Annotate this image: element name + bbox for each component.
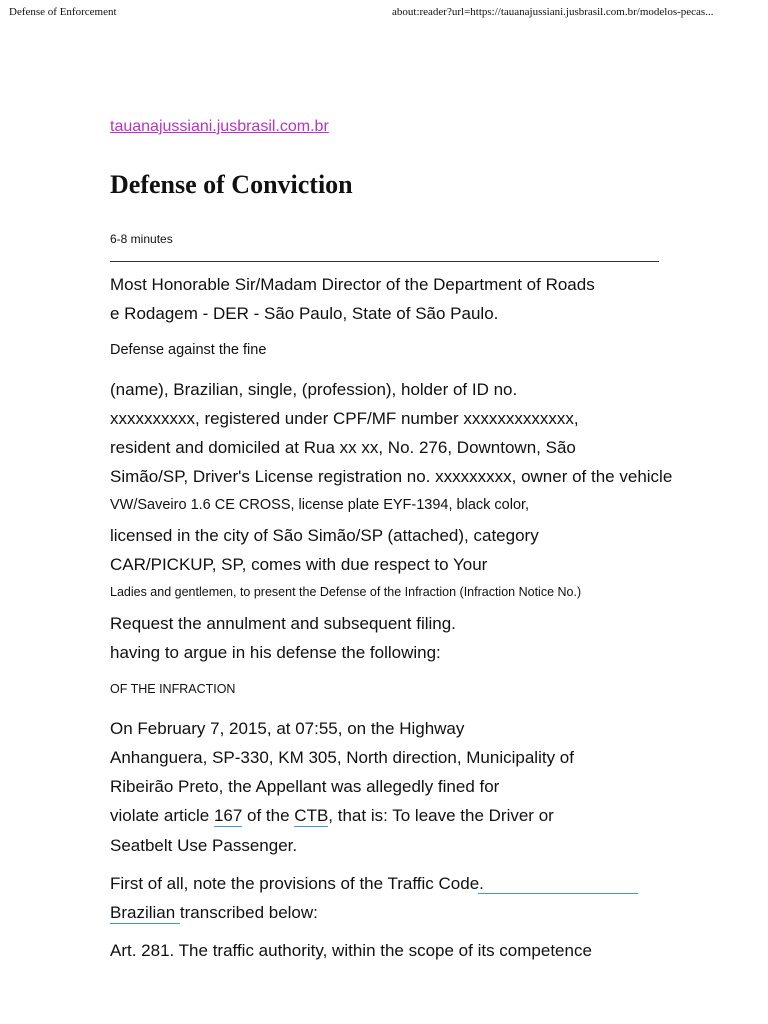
line-text: , that is: To leave the Driver or xyxy=(328,806,554,825)
paragraph-line: licensed in the city of São Simão/SP (attached), category xyxy=(110,526,539,545)
line-text: violate article xyxy=(110,806,214,825)
traffic-code-link-underline xyxy=(478,893,638,894)
ctb-link[interactable]: CTB xyxy=(294,806,329,825)
reading-time: 6-8 minutes xyxy=(110,232,173,246)
paragraph-line xyxy=(110,903,318,923)
paragraph-line: Request the annulment and subsequent filing. xyxy=(110,614,456,633)
brazilian-code-link[interactable]: Brazilian xyxy=(110,903,180,922)
paragraph-line: CAR/PICKUP, SP, comes with due respect to Your xyxy=(110,555,488,574)
paragraph-line: e Rodagem - DER - São Paulo, State of São Paulo. xyxy=(110,304,499,323)
paragraph-line: Simão/SP, Driver's License registration no. xxxxxxxxx, owner of the vehicle xyxy=(110,467,673,486)
article-167-link[interactable]: 167 xyxy=(213,806,243,825)
title-divider xyxy=(110,261,659,262)
paragraph-line: (name), Brazilian, single, (profession), holder of ID no. xyxy=(110,380,518,399)
paragraph-line: Art. 281. The traffic authority, within the scope of its competence xyxy=(110,941,592,960)
paragraph-line: Most Honorable Sir/Madam Director of the Department of Roads xyxy=(110,275,595,294)
line-text: First of all, note the provisions of the Traffic xyxy=(110,874,439,893)
paragraph-line: xxxxxxxxxx, registered under CPF/MF number xxxxxxxxxxxxx, xyxy=(110,409,579,428)
line-text: transcribed below: xyxy=(179,903,318,922)
paragraph-line: On February 7, 2015, at 07:55, on the Highway xyxy=(110,719,465,738)
paragraph-line: Ribeirão Preto, the Appellant was allegedly fined for xyxy=(110,777,500,796)
paragraph-line: having to argue in his defense the following: xyxy=(110,643,441,662)
page-header-url: about:reader?url=https://tauanajussiani.jusbrasil.com.br/modelos-pecas... xyxy=(392,6,714,18)
paragraph-line: Ladies and gentlemen, to present the Defense of the Infraction (Infraction Notice No.) xyxy=(110,585,582,599)
paragraph-line: Anhanguera, SP-330, KM 305, North direction, Municipality of xyxy=(110,748,574,767)
article-title: Defense of Conviction xyxy=(110,170,353,199)
page-header-title: Defense of Enforcement xyxy=(9,6,117,18)
paragraph-line xyxy=(110,806,554,826)
paragraph-line xyxy=(110,874,484,894)
paragraph-line: Seatbelt Use Passenger. xyxy=(110,836,298,855)
source-site-link[interactable]: tauanajussiani.jusbrasil.com.br xyxy=(110,118,329,135)
paragraph-line: Defense against the fine xyxy=(110,342,267,358)
line-text: of the xyxy=(242,806,295,825)
paragraph-line: resident and domiciled at Rua xx xx, No. 276, Downtown, São xyxy=(110,438,576,457)
paragraph-line: VW/Saveiro 1.6 CE CROSS, license plate EYF-1394, black color, xyxy=(110,497,530,513)
section-heading: OF THE INFRACTION xyxy=(110,682,236,696)
traffic-code-link[interactable]: Code. xyxy=(438,874,484,893)
